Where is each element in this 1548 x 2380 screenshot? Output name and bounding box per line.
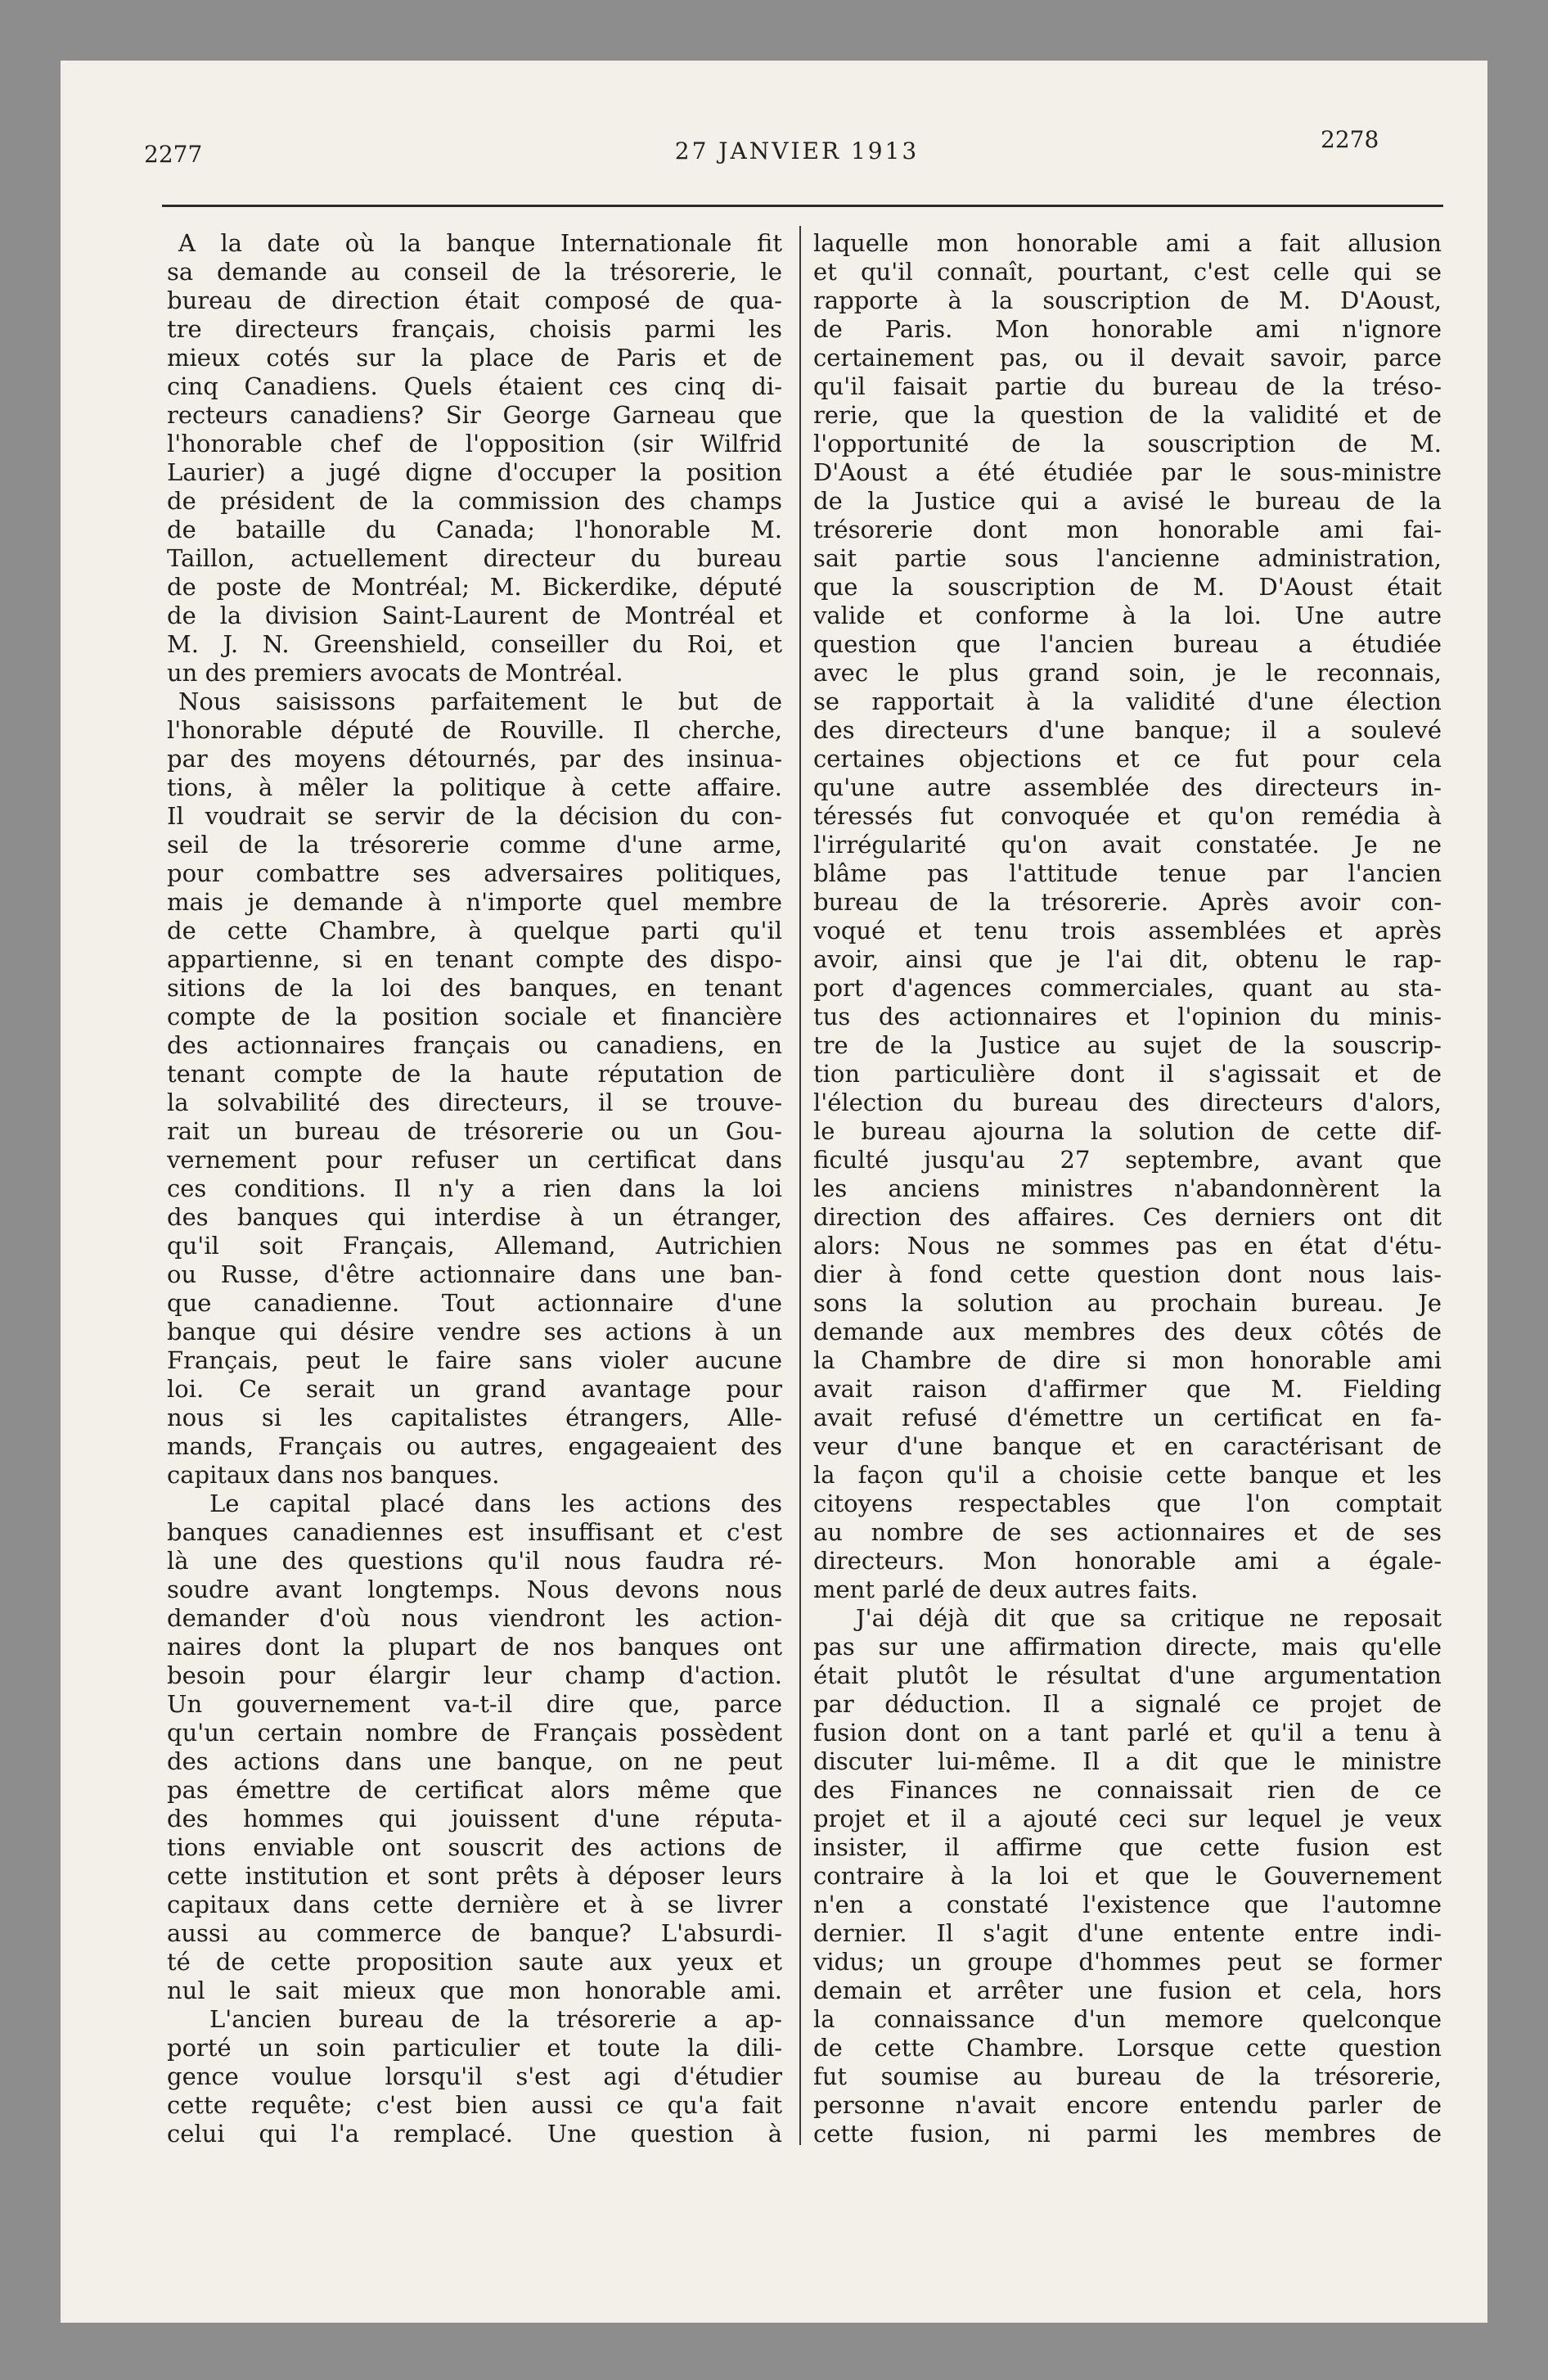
- text-line: celui qui l'a remplacé. Une question à: [167, 2120, 782, 2148]
- text-line: cette fusion, ni parmi les membres de: [813, 2120, 1442, 2148]
- text-line: de président de la commission des champs: [167, 487, 782, 515]
- text-line: qu'une autre assemblée des directeurs in-: [813, 773, 1442, 801]
- text-line: tions enviable ont souscrit des actions de: [167, 1833, 782, 1861]
- text-line: trésorerie dont mon honorable ami fai-: [813, 516, 1442, 543]
- text-line: aussi au commerce de banque? L'absurdi-: [167, 1919, 782, 1947]
- text-line: projet et il a ajouté ceci sur lequel je veux: [813, 1805, 1442, 1832]
- text-line: voqué et tenu trois assemblées et après: [813, 917, 1442, 944]
- text-line: par des moyens détournés, par des insinua-: [167, 745, 782, 773]
- text-line: J'ai déjà dit que sa critique ne reposait: [856, 1604, 1442, 1632]
- text-line: avoir, ainsi que je l'ai dit, obtenu le rap-: [813, 945, 1442, 973]
- text-line: capitaux dans nos banques.: [167, 1461, 500, 1489]
- text-line: tre de la Justice au sujet de la souscrip-: [813, 1031, 1442, 1059]
- text-line: tus des actionnaires et l'opinion du minis-: [813, 1003, 1442, 1030]
- text-line: de la Justice qui a avisé le bureau de la: [813, 487, 1442, 515]
- text-line: pas sur une affirmation directe, mais qu'elle: [813, 1633, 1442, 1661]
- header-rule: [162, 205, 1443, 207]
- paragraph: [167, 2005, 782, 2148]
- text-line: bureau de la trésorerie. Après avoir con-: [813, 888, 1442, 916]
- text-line: vernement pour refuser un certificat dans: [167, 1146, 782, 1174]
- text-line: la façon qu'il a choisie cette banque et les: [813, 1461, 1442, 1489]
- paragraph: [167, 229, 782, 687]
- text-line: Il voudrait se servir de la décision du con-: [167, 802, 782, 830]
- text-line: sons la solution au prochain bureau. Je: [813, 1289, 1442, 1317]
- text-line: cette institution et sont prêts à déposer leurs: [167, 1862, 782, 1890]
- text-line: fusion dont on a tant parlé et qu'il a tenu à: [813, 1719, 1442, 1747]
- header-date: 27 JANVIER 1913: [674, 137, 920, 165]
- text-line: avait raison d'affirmer que M. Fielding: [813, 1375, 1442, 1403]
- text-line: valide et conforme à la loi. Une autre: [813, 602, 1442, 629]
- text-line: de cette Chambre. Lorsque cette question: [813, 2034, 1442, 2062]
- text-line: vidus; un groupe d'hommes peut se former: [813, 1948, 1442, 1976]
- text-line: que la souscription de M. D'Aoust était: [813, 573, 1442, 601]
- text-line: l'opportunité de la souscription de M.: [813, 430, 1442, 458]
- text-line: sait partie sous l'ancienne administration,: [813, 544, 1442, 572]
- text-line: bureau de direction était composé de qua-: [167, 286, 782, 314]
- text-line: rerie, que la question de la validité et de: [813, 401, 1442, 429]
- text-line: et qu'il connaît, pourtant, c'est celle qui se: [813, 258, 1442, 286]
- text-line: demain et arrêter une fusion et cela, hors: [813, 1977, 1442, 2004]
- text-line: pour combattre ses adversaires politiques,: [167, 859, 782, 887]
- text-line: mands, Français ou autres, engageaient des: [167, 1432, 782, 1460]
- text-line: direction des affaires. Ces derniers ont dit: [813, 1203, 1442, 1231]
- text-line: que canadienne. Tout actionnaire d'une: [167, 1289, 782, 1317]
- text-line: Laurier) a jugé digne d'occuper la position: [167, 458, 782, 486]
- text-line: là une des questions qu'il nous faudra ré-: [167, 1547, 782, 1575]
- text-line: la solvabilité des directeurs, il se trouve-: [167, 1089, 782, 1116]
- text-line: demande aux membres des deux côtés de: [813, 1318, 1442, 1346]
- text-line: les anciens ministres n'abandonnèrent la: [813, 1174, 1442, 1202]
- text-line: nous si les capitalistes étrangers, Alle-: [167, 1404, 782, 1431]
- text-line: un des premiers avocats de Montréal.: [167, 659, 623, 687]
- text-line: personne n'avait encore entendu parler de: [813, 2091, 1442, 2119]
- text-line: qu'un certain nombre de Français possèdent: [167, 1719, 782, 1747]
- text-line: la connaissance d'un memore quelconque: [813, 2005, 1442, 2033]
- text-line: ment parlé de deux autres faits.: [813, 1575, 1199, 1603]
- text-line: l'irrégularité qu'on avait constatée. Je ne: [813, 831, 1442, 859]
- text-line: pas émettre de certificat alors même que: [167, 1776, 782, 1804]
- text-line: des actionnaires français ou canadiens, en: [167, 1031, 782, 1059]
- text-line: certaines objections et ce fut pour cela: [813, 745, 1442, 773]
- text-line: certainement pas, ou il devait savoir, parce: [813, 344, 1442, 372]
- text-line: ficulté jusqu'au 27 septembre, avant que: [813, 1146, 1442, 1174]
- text-line: directeurs. Mon honorable ami a égale-: [813, 1547, 1442, 1575]
- text-line: de la division Saint-Laurent de Montréal et: [167, 602, 782, 629]
- text-line: tenant compte de la haute réputation de: [167, 1060, 782, 1088]
- page-number-right: 2278: [1321, 126, 1379, 153]
- text-line: laquelle mon honorable ami a fait allusion: [813, 229, 1442, 257]
- text-line: qu'il faisait partie du bureau de la tréso-: [813, 372, 1442, 400]
- text-line: des hommes qui jouissent d'une réputa-: [167, 1805, 782, 1832]
- text-line: L'ancien bureau de la trésorerie a ap-: [209, 2005, 782, 2033]
- text-line: rapporte à la souscription de M. D'Aoust,: [813, 286, 1442, 314]
- text-line: recteurs canadiens? Sir George Garneau que: [167, 401, 782, 429]
- text-line: D'Aoust a été étudiée par le sous-ministre: [813, 458, 1442, 486]
- text-line: était plutôt le résultat d'une argumentation: [813, 1661, 1442, 1689]
- text-line: de bataille du Canada; l'honorable M.: [167, 516, 782, 543]
- text-line: téressés fut convoquée et qu'on remédia à: [813, 802, 1442, 830]
- text-line: des actions dans une banque, on ne peut: [167, 1747, 782, 1775]
- text-line: dernier. Il s'agit d'une entente entre indi-: [813, 1919, 1442, 1947]
- text-line: au nombre de ses actionnaires et de ses: [813, 1518, 1442, 1546]
- text-line: cinq Canadiens. Quels étaient ces cinq di-: [167, 372, 782, 400]
- text-line: banque qui désire vendre ses actions à un: [167, 1318, 782, 1346]
- paragraph: [167, 687, 782, 1490]
- text-line: ou Russe, d'être actionnaire dans une ban-: [167, 1260, 782, 1288]
- text-line: avait refusé d'émettre un certificat en fa-: [813, 1404, 1442, 1431]
- text-line: se rapportait à la validité d'une élection: [813, 687, 1442, 715]
- text-line: la Chambre de dire si mon honorable ami: [813, 1346, 1442, 1374]
- column-divider: [799, 226, 801, 2145]
- text-line: capitaux dans cette dernière et à se livrer: [167, 1891, 782, 1918]
- text-line: Un gouvernement va-t-il dire que, parce: [167, 1690, 782, 1718]
- text-line: ces conditions. Il n'y a rien dans la loi: [167, 1174, 782, 1202]
- text-line: discuter lui-même. Il a dit que le ministre: [813, 1747, 1442, 1775]
- text-line: besoin pour élargir leur champ d'action.: [167, 1661, 782, 1689]
- text-line: seil de la trésorerie comme d'une arme,: [167, 831, 782, 859]
- text-line: tions, à mêler la politique à cette affaire.: [167, 773, 782, 801]
- text-line: M. J. N. Greenshield, conseiller du Roi, et: [167, 630, 782, 658]
- text-line: Le capital placé dans les actions des: [209, 1490, 782, 1517]
- text-line: té de cette proposition saute aux yeux et: [167, 1948, 782, 1976]
- text-line: compte de la position sociale et financière: [167, 1003, 782, 1030]
- text-line: des Finances ne connaissait rien de ce: [813, 1776, 1442, 1804]
- text-line: question que l'ancien bureau a étudiée: [813, 630, 1442, 658]
- text-line: Taillon, actuellement directeur du bureau: [167, 544, 782, 572]
- left-column: [167, 229, 782, 2148]
- text-line: loi. Ce serait un grand avantage pour: [167, 1375, 782, 1403]
- text-line: sitions de la loi des banques, en tenant: [167, 974, 782, 1002]
- text-line: alors: Nous ne sommes pas en état d'étu-: [813, 1232, 1442, 1260]
- text-line: l'honorable député de Rouville. Il cherche,: [167, 716, 782, 744]
- text-line: citoyens respectables que l'on comptait: [813, 1490, 1442, 1517]
- text-line: de Paris. Mon honorable ami n'ignore: [813, 315, 1442, 343]
- text-line: Nous saisissons parfaitement le but de: [178, 687, 782, 715]
- paragraph: [813, 1604, 1442, 2148]
- text-line: n'en a constaté l'existence que l'automne: [813, 1891, 1442, 1918]
- text-line: insister, il affirme que cette fusion est: [813, 1833, 1442, 1861]
- text-line: contraire à la loi et que le Gouvernement: [813, 1862, 1442, 1890]
- text-line: avec le plus grand soin, je le reconnais,: [813, 659, 1442, 687]
- paragraph: [813, 229, 1442, 1604]
- text-line: mieux cotés sur la place de Paris et de: [167, 344, 782, 372]
- text-line: demander d'où nous viendront les action-: [167, 1604, 782, 1632]
- text-line: de poste de Montréal; M. Bickerdike, député: [167, 573, 782, 601]
- text-line: appartienne, si en tenant compte des dispo-: [167, 945, 782, 973]
- text-line: gence voulue lorsqu'il s'est agi d'étudier: [167, 2062, 782, 2090]
- text-line: qu'il soit Français, Allemand, Autrichien: [167, 1232, 782, 1260]
- text-line: cette requête; c'est bien aussi ce qu'a fait: [167, 2091, 782, 2119]
- text-line: l'élection du bureau des directeurs d'alors,: [813, 1089, 1442, 1116]
- text-line: port d'agences commerciales, quant au sta-: [813, 974, 1442, 1002]
- text-line: blâme pas l'attitude tenue par l'ancien: [813, 859, 1442, 887]
- text-line: soudre avant longtemps. Nous devons nous: [167, 1575, 782, 1603]
- text-line: naires dont la plupart de nos banques ont: [167, 1633, 782, 1661]
- text-line: dier à fond cette question dont nous lais-: [813, 1260, 1442, 1288]
- text-line: de cette Chambre, à quelque parti qu'il: [167, 917, 782, 944]
- text-line: sa demande au conseil de la trésorerie, le: [167, 258, 782, 286]
- text-line: l'honorable chef de l'opposition (sir Wilfrid: [167, 430, 782, 458]
- text-line: Français, peut le faire sans violer aucune: [167, 1346, 782, 1374]
- text-line: tre directeurs français, choisis parmi les: [167, 315, 782, 343]
- text-line: par déduction. Il a signalé ce projet de: [813, 1690, 1442, 1718]
- text-line: A la date où la banque Internationale fit: [178, 229, 782, 257]
- text-line: veur d'une banque et en caractérisant de: [813, 1432, 1442, 1460]
- text-line: porté un soin particulier et toute la dili-: [167, 2034, 782, 2062]
- text-line: le bureau ajourna la solution de cette dif-: [813, 1117, 1442, 1145]
- right-column: [813, 229, 1442, 2148]
- text-line: des banques qui interdise à un étranger,: [167, 1203, 782, 1231]
- text-line: tion particulière dont il s'agissait et de: [813, 1060, 1442, 1088]
- text-line: des directeurs d'une banque; il a soulevé: [813, 716, 1442, 744]
- text-line: mais je demande à n'importe quel membre: [167, 888, 782, 916]
- text-line: rait un bureau de trésorerie ou un Gou-: [167, 1117, 782, 1145]
- text-line: banques canadiennes est insuffisant et c'est: [167, 1518, 782, 1546]
- text-line: nul le sait mieux que mon honorable ami.: [167, 1977, 782, 2004]
- paragraph: [167, 1490, 782, 2005]
- page-number-left: 2277: [144, 141, 203, 168]
- text-line: fut soumise au bureau de la trésorerie,: [813, 2062, 1442, 2090]
